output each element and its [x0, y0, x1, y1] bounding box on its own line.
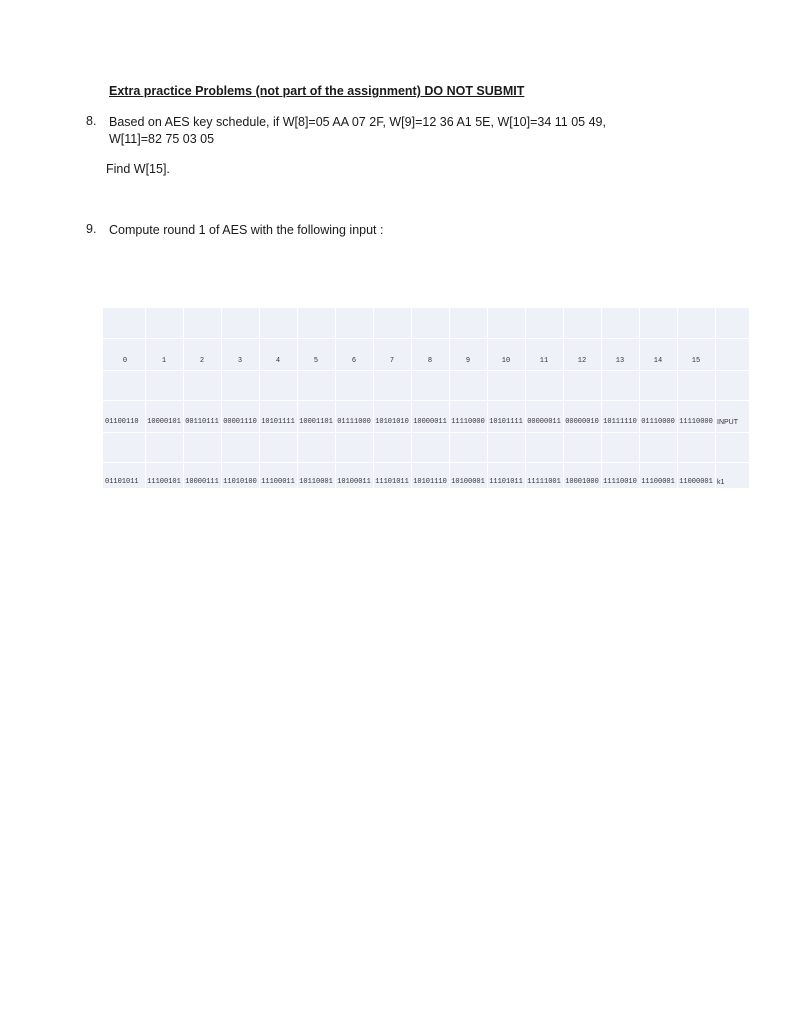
index-cell: 3 [237, 357, 243, 365]
input-row [103, 416, 749, 428]
problem-9-text: Compute round 1 of AES with the following input : [109, 223, 384, 237]
heading: Extra practice Problems (not part of the assignment) DO NOT SUBMIT [109, 84, 525, 98]
k1-byte-cell: 10100001 [451, 478, 485, 486]
grid-column-line [487, 308, 488, 488]
input-byte-cell: 00000011 [527, 418, 561, 426]
input-byte-cell: 11110000 [451, 418, 485, 426]
input-byte-cell: 10101010 [375, 418, 409, 426]
index-row [103, 354, 749, 368]
index-cell: 9 [465, 357, 471, 365]
index-cell: 12 [577, 357, 587, 365]
k1-byte-cell: 01101011 [105, 478, 139, 486]
index-cell: 5 [313, 357, 319, 365]
grid-column-line [145, 308, 146, 488]
grid-column-line [221, 308, 222, 488]
input-byte-cell: 10111110 [603, 418, 637, 426]
input-row-label: INPUT [717, 418, 738, 426]
input-byte-cell: 01110000 [641, 418, 675, 426]
k1-row [103, 476, 749, 488]
input-byte-cell: 00110111 [185, 418, 219, 426]
k1-byte-cell: 11101011 [489, 478, 523, 486]
grid-row-line [103, 400, 749, 401]
index-cell: 15 [691, 357, 701, 365]
k1-byte-cell: 11100011 [261, 478, 295, 486]
problem-8-line-1: Based on AES key schedule, if W[8]=05 AA 07 2F, W[9]=12 36 A1 5E, W[10]=34 11 05 49, [109, 115, 606, 129]
problem-8-text [109, 114, 606, 148]
problem-9-number: 9. [86, 222, 97, 236]
k1-byte-cell: 11110010 [603, 478, 637, 486]
grid-column-line [715, 308, 716, 488]
grid-column-line [601, 308, 602, 488]
input-byte-cell: 10000011 [413, 418, 447, 426]
grid-column-line [259, 308, 260, 488]
k1-byte-cell: 10001000 [565, 478, 599, 486]
grid-column-line [677, 308, 678, 488]
k1-byte-cell: 10100011 [337, 478, 371, 486]
k1-byte-cell: 10110001 [299, 478, 333, 486]
grid-row-line [103, 338, 749, 339]
input-byte-cell: 10001101 [299, 418, 333, 426]
grid-column-line [297, 308, 298, 488]
grid-row-line [103, 432, 749, 433]
input-byte-cell: 00000010 [565, 418, 599, 426]
grid-row-line [103, 370, 749, 371]
grid-column-line [563, 308, 564, 488]
k1-byte-cell: 11100001 [641, 478, 675, 486]
input-byte-cell: 01111000 [337, 418, 371, 426]
grid-column-line [335, 308, 336, 488]
k1-row-label: k1 [717, 478, 725, 486]
grid-column-line [639, 308, 640, 488]
input-byte-cell: 00001110 [223, 418, 257, 426]
input-byte-cell: 01100110 [105, 418, 139, 426]
grid-column-line [525, 308, 526, 488]
problem-8-line-2: W[11]=82 75 03 05 [109, 132, 215, 146]
problem-8-find: Find W[15]. [106, 162, 170, 176]
index-cell: 2 [199, 357, 205, 365]
input-byte-cell: 10101111 [489, 418, 523, 426]
index-cell: 13 [615, 357, 625, 365]
k1-byte-cell: 11100101 [147, 478, 181, 486]
input-byte-cell: 11110000 [679, 418, 713, 426]
grid-column-line [449, 308, 450, 488]
index-cell: 8 [427, 357, 433, 365]
index-cell: 6 [351, 357, 357, 365]
index-cell: 4 [275, 357, 281, 365]
index-cell: 0 [122, 357, 128, 365]
grid-column-line [373, 308, 374, 488]
k1-byte-cell: 10000111 [185, 478, 219, 486]
index-cell: 14 [653, 357, 663, 365]
k1-byte-cell: 11101011 [375, 478, 409, 486]
k1-byte-cell: 11111001 [527, 478, 561, 486]
grid-column-line [183, 308, 184, 488]
input-byte-cell: 10101111 [261, 418, 295, 426]
index-cell: 1 [161, 357, 167, 365]
index-cell: 11 [539, 357, 549, 365]
k1-byte-cell: 11000001 [679, 478, 713, 486]
problem-8-number: 8. [86, 114, 97, 128]
input-byte-cell: 10000101 [147, 418, 181, 426]
aes-input-table [103, 308, 749, 488]
grid-column-line [411, 308, 412, 488]
grid-row-line [103, 462, 749, 463]
k1-byte-cell: 11010100 [223, 478, 257, 486]
k1-byte-cell: 10101110 [413, 478, 447, 486]
index-cell: 10 [501, 357, 511, 365]
index-cell: 7 [389, 357, 395, 365]
